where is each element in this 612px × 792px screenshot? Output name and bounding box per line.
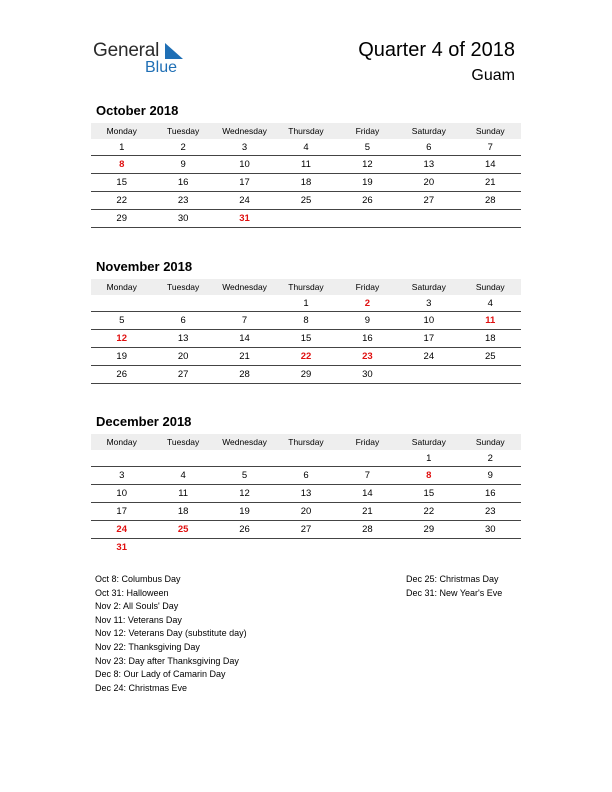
- day-cell: 9: [337, 312, 398, 330]
- day-cell: 23: [337, 348, 398, 366]
- day-cell: 1: [91, 139, 152, 156]
- day-cell: [398, 210, 459, 228]
- day-cell: 4: [275, 139, 336, 156]
- holiday-note: Nov 22: Thanksgiving Day: [95, 641, 200, 652]
- day-cell: [214, 450, 275, 467]
- day-cell: 17: [91, 503, 152, 521]
- day-cell: [275, 210, 336, 228]
- week-row: [91, 295, 521, 312]
- month-november: [91, 259, 521, 384]
- day-cell: 27: [152, 366, 213, 384]
- day-cell: 15: [398, 485, 459, 503]
- day-cell: [460, 210, 521, 228]
- weekday-header: Wednesday: [214, 279, 275, 295]
- holiday-note: Nov 12: Veterans Day (substitute day): [95, 628, 247, 639]
- weekday-header: Sunday: [460, 123, 521, 139]
- day-cell: 24: [398, 348, 459, 366]
- day-cell: [275, 450, 336, 467]
- weekday-header: Tuesday: [152, 279, 213, 295]
- day-cell: [214, 539, 275, 557]
- weekday-header: Friday: [337, 279, 398, 295]
- day-cell: 24: [214, 192, 275, 210]
- month-october: [91, 103, 521, 228]
- day-cell: 6: [152, 312, 213, 330]
- week-row: [91, 312, 521, 330]
- day-cell: 20: [275, 503, 336, 521]
- day-cell: 19: [214, 503, 275, 521]
- day-cell: 23: [460, 503, 521, 521]
- day-cell: [337, 210, 398, 228]
- day-cell: 13: [152, 330, 213, 348]
- week-row: [91, 485, 521, 503]
- day-cell: 11: [460, 312, 521, 330]
- week-row: [91, 467, 521, 485]
- week-row: [91, 366, 521, 384]
- day-cell: [91, 450, 152, 467]
- weekday-header: Thursday: [275, 434, 336, 450]
- day-cell: [152, 539, 213, 557]
- weekday-header: Monday: [91, 123, 152, 139]
- day-cell: 11: [152, 485, 213, 503]
- weekday-header: Thursday: [275, 123, 336, 139]
- day-cell: 9: [152, 156, 213, 174]
- day-cell: 2: [460, 450, 521, 467]
- day-cell: 16: [152, 174, 213, 192]
- calendar-grid: [91, 123, 521, 228]
- day-cell: 22: [398, 503, 459, 521]
- day-cell: 12: [214, 485, 275, 503]
- day-cell: 14: [337, 485, 398, 503]
- weekday-header: Monday: [91, 279, 152, 295]
- month-title: December 2018: [96, 414, 192, 429]
- day-cell: 17: [214, 174, 275, 192]
- day-cell: 30: [460, 521, 521, 539]
- weekday-header: Tuesday: [152, 434, 213, 450]
- weekday-header: Saturday: [398, 279, 459, 295]
- day-cell: 14: [214, 330, 275, 348]
- day-cell: [398, 539, 459, 557]
- week-row: [91, 503, 521, 521]
- holiday-notes-left: [95, 573, 247, 695]
- day-cell: 15: [91, 174, 152, 192]
- day-cell: 18: [460, 330, 521, 348]
- day-cell: 1: [275, 295, 336, 312]
- day-cell: 25: [460, 348, 521, 366]
- day-cell: [337, 539, 398, 557]
- day-cell: 6: [398, 139, 459, 156]
- week-row: [91, 139, 521, 156]
- holiday-note: Nov 23: Day after Thanksgiving Day: [95, 655, 239, 666]
- day-cell: 21: [460, 174, 521, 192]
- week-row: [91, 450, 521, 467]
- day-cell: 30: [152, 210, 213, 228]
- day-cell: 28: [460, 192, 521, 210]
- day-cell: 12: [337, 156, 398, 174]
- day-cell: [337, 450, 398, 467]
- day-cell: 11: [275, 156, 336, 174]
- day-cell: 8: [275, 312, 336, 330]
- day-cell: 21: [337, 503, 398, 521]
- holiday-note: Dec 31: New Year's Eve: [406, 587, 503, 598]
- day-cell: 23: [152, 192, 213, 210]
- day-cell: 10: [214, 156, 275, 174]
- week-row: [91, 330, 521, 348]
- day-cell: 8: [398, 467, 459, 485]
- day-cell: 4: [152, 467, 213, 485]
- day-cell: 22: [275, 348, 336, 366]
- day-cell: 27: [275, 521, 336, 539]
- day-cell: 13: [275, 485, 336, 503]
- calendar-grid: [91, 434, 521, 556]
- day-cell: 31: [116, 542, 127, 553]
- day-cell: [152, 295, 213, 312]
- month-december: [91, 414, 521, 556]
- day-cell: 3: [214, 139, 275, 156]
- day-cell: [152, 450, 213, 467]
- day-cell: 16: [460, 485, 521, 503]
- day-cell: 2: [152, 139, 213, 156]
- weekday-header: Sunday: [460, 279, 521, 295]
- week-row: [91, 156, 521, 174]
- week-row: [91, 210, 521, 228]
- day-cell: 7: [214, 312, 275, 330]
- brand-logo: [93, 40, 193, 80]
- logo-blue-text: Blue: [145, 59, 178, 76]
- month-title: October 2018: [96, 103, 179, 118]
- day-cell: 7: [460, 139, 521, 156]
- day-cell: 24: [91, 521, 152, 539]
- day-cell: 8: [91, 156, 152, 174]
- month-title: November 2018: [96, 259, 193, 274]
- holiday-note: Nov 2: All Souls' Day: [95, 601, 179, 612]
- day-cell: 10: [398, 312, 459, 330]
- day-cell: 29: [91, 210, 152, 228]
- weekday-header: Friday: [337, 123, 398, 139]
- day-cell: 19: [337, 174, 398, 192]
- day-cell: 29: [275, 366, 336, 384]
- day-cell: 9: [460, 467, 521, 485]
- holiday-note: Dec 25: Christmas Day: [406, 574, 499, 584]
- page-title: Quarter 4 of 2018: [358, 39, 515, 61]
- day-cell: 27: [398, 192, 459, 210]
- day-cell: 14: [460, 156, 521, 174]
- day-cell: 10: [91, 485, 152, 503]
- holiday-note: Dec 24: Christmas Eve: [95, 682, 188, 693]
- holiday-notes-right: [406, 573, 502, 600]
- weekday-header: Wednesday: [214, 123, 275, 139]
- day-cell: 7: [337, 467, 398, 485]
- weekday-header: Monday: [91, 434, 152, 450]
- day-cell: 30: [337, 366, 398, 384]
- day-cell: 25: [152, 521, 213, 539]
- day-cell: 16: [337, 330, 398, 348]
- day-cell: 26: [214, 521, 275, 539]
- day-cell: 19: [91, 348, 152, 366]
- day-cell: 31: [214, 210, 275, 228]
- day-cell: 2: [337, 295, 398, 312]
- week-row: [91, 539, 521, 557]
- holiday-note: Oct 31: Halloween: [95, 587, 169, 598]
- day-cell: 5: [214, 467, 275, 485]
- day-cell: 15: [275, 330, 336, 348]
- holiday-note: Oct 8: Columbus Day: [95, 574, 181, 584]
- day-cell: 21: [214, 348, 275, 366]
- week-row: [91, 192, 521, 210]
- weekday-header: Wednesday: [214, 434, 275, 450]
- day-cell: 20: [152, 348, 213, 366]
- day-cell: 20: [398, 174, 459, 192]
- week-row: [91, 521, 521, 539]
- day-cell: 26: [91, 366, 152, 384]
- day-cell: 26: [337, 192, 398, 210]
- weekday-header: Friday: [337, 434, 398, 450]
- day-cell: [214, 295, 275, 312]
- calendar-grid: [91, 279, 521, 384]
- day-cell: 18: [275, 174, 336, 192]
- day-cell: 6: [275, 467, 336, 485]
- week-row: [91, 348, 521, 366]
- day-cell: [460, 366, 521, 384]
- day-cell: 13: [398, 156, 459, 174]
- day-cell: 18: [152, 503, 213, 521]
- day-cell: 4: [460, 295, 521, 312]
- logo-general-text: General: [93, 40, 160, 61]
- day-cell: 28: [214, 366, 275, 384]
- day-cell: 28: [337, 521, 398, 539]
- week-row: [91, 174, 521, 192]
- day-cell: 5: [91, 312, 152, 330]
- day-cell: [91, 295, 152, 312]
- day-cell: [398, 366, 459, 384]
- day-cell: 5: [337, 139, 398, 156]
- weekday-header: Thursday: [275, 279, 336, 295]
- weekday-header: Sunday: [460, 434, 521, 450]
- day-cell: 1: [398, 450, 459, 467]
- day-cell: 3: [91, 467, 152, 485]
- day-cell: 29: [398, 521, 459, 539]
- weekday-header: Saturday: [398, 434, 459, 450]
- holiday-note: Nov 11: Veterans Day: [95, 614, 182, 625]
- day-cell: 22: [91, 192, 152, 210]
- day-cell: 17: [398, 330, 459, 348]
- page-subtitle: Guam: [471, 67, 515, 84]
- day-cell: 3: [398, 295, 459, 312]
- day-cell: [275, 539, 336, 557]
- holiday-note: Dec 8: Our Lady of Camarin Day: [95, 669, 226, 680]
- logo-triangle-icon: [165, 43, 183, 59]
- day-cell: [460, 539, 521, 557]
- weekday-header: Tuesday: [152, 123, 213, 139]
- day-cell: 12: [91, 330, 152, 348]
- weekday-header: Saturday: [398, 123, 459, 139]
- day-cell: 25: [275, 192, 336, 210]
